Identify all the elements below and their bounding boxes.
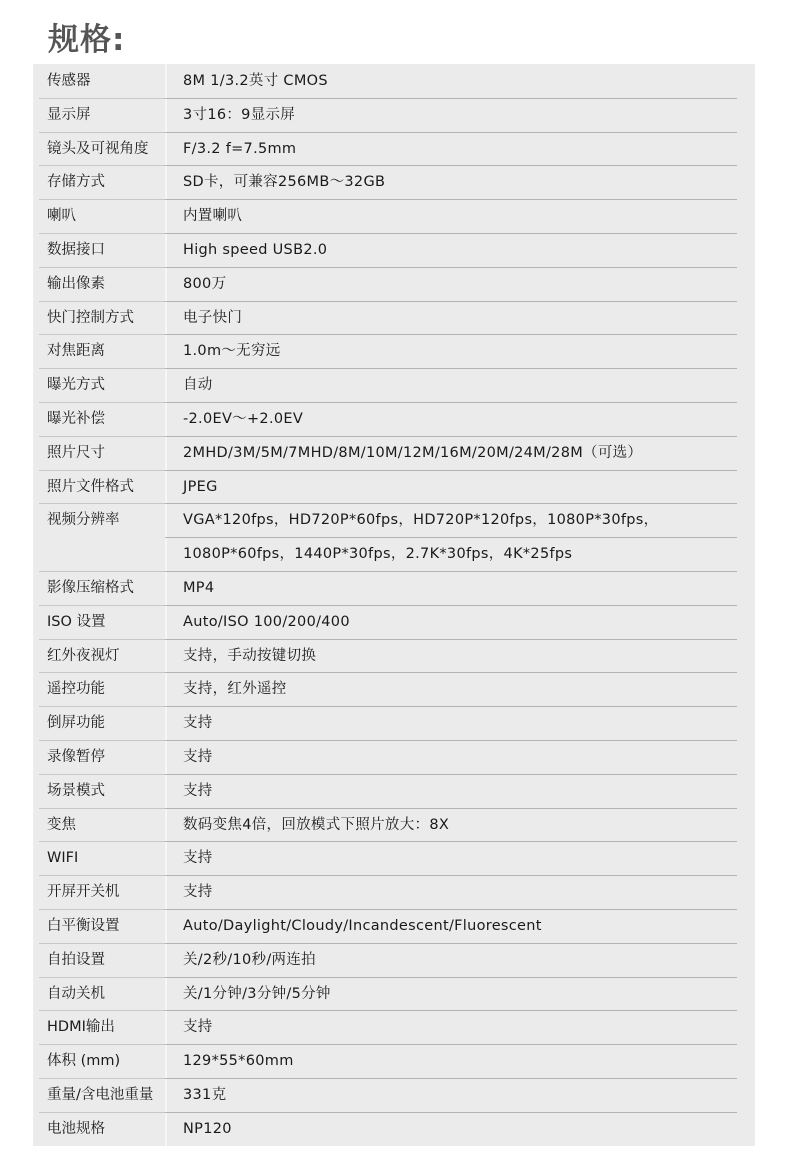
spec-row (33, 537, 755, 571)
spec-value: 数码变焦4倍，回放模式下照片放大：8X (183, 816, 450, 833)
spec-value: 2MHD/3M/5M/7MHD/8M/10M/12M/16M/20M/24M/28M（可选） (183, 444, 643, 461)
spec-value: 800万 (183, 275, 227, 292)
spec-value: JPEG (183, 478, 218, 495)
spec-label: 重量/含电池重量 (47, 1087, 154, 1103)
spec-row (33, 64, 755, 98)
spec-value: Auto/ISO 100/200/400 (183, 613, 350, 630)
spec-row (33, 639, 755, 673)
spec-value: -2.0EV～+2.0EV (183, 411, 304, 427)
spec-value: 支持 (183, 782, 213, 799)
spec-row (33, 1044, 755, 1078)
spec-label: 红外夜视灯 (47, 647, 120, 664)
spec-label: 喇叭 (47, 208, 76, 225)
spec-row (33, 1078, 755, 1112)
spec-label: 视频分辨率 (47, 512, 120, 529)
spec-label: 录像暂停 (47, 749, 105, 765)
spec-value: 331克 (183, 1087, 227, 1103)
spec-label: 对焦距离 (47, 343, 105, 360)
spec-label: 快门控制方式 (47, 309, 134, 326)
spec-value: 支持 (183, 1019, 213, 1036)
spec-row (33, 233, 755, 267)
spec-label: 变焦 (47, 816, 76, 833)
spec-label: 自动关机 (47, 985, 105, 1002)
spec-row (33, 571, 755, 605)
spec-value: 自动 (183, 377, 213, 394)
spec-label: 白平衡设置 (47, 918, 120, 934)
spec-value: 8M 1/3.2英寸 CMOS (183, 73, 328, 89)
spec-value: 3寸16：9显示屏 (183, 106, 296, 123)
spec-value: 129*55*60mm (183, 1053, 294, 1070)
spec-row (33, 1010, 755, 1044)
spec-row (33, 267, 755, 301)
spec-label: 曝光补偿 (47, 411, 105, 427)
spec-value: 支持，手动按键切换 (183, 647, 317, 664)
spec-label: WIFI (47, 850, 79, 867)
spec-row (33, 199, 755, 233)
spec-value: F/3.2 f=7.5mm (183, 140, 297, 157)
spec-value: 支持 (183, 850, 213, 867)
spec-row (33, 909, 755, 943)
spec-label: 影像压缩格式 (47, 580, 134, 596)
spec-row (33, 672, 755, 706)
spec-value: High speed USB2.0 (183, 242, 328, 258)
spec-row (33, 436, 755, 470)
spec-label: 传感器 (47, 73, 91, 89)
spec-label: 遥控功能 (47, 681, 105, 698)
spec-row (33, 706, 755, 740)
spec-row (33, 943, 755, 977)
spec-row (33, 605, 755, 639)
spec-row (33, 808, 755, 842)
spec-row (33, 98, 755, 132)
spec-value: 关/1分钟/3分钟/5分钟 (183, 985, 331, 1002)
spec-label: ISO 设置 (47, 613, 106, 630)
spec-row (33, 470, 755, 504)
spec-row (33, 334, 755, 368)
spec-row (33, 841, 755, 875)
spec-table (33, 64, 755, 1146)
spec-label: 场景模式 (47, 782, 105, 799)
spec-value: 支持，红外遥控 (183, 681, 287, 698)
spec-row (33, 875, 755, 909)
spec-label: HDMI输出 (47, 1019, 115, 1036)
spec-row (33, 740, 755, 774)
spec-value: SD卡，可兼容256MB～32GB (183, 174, 386, 191)
spec-value: 关/2秒/10秒/两连拍 (183, 951, 316, 968)
spec-label: 电池规格 (47, 1120, 105, 1137)
spec-row (33, 1112, 755, 1146)
spec-value: VGA*120fps，HD720P*60fps，HD720P*120fps，1080P*30fps， (183, 512, 659, 529)
spec-row (33, 774, 755, 808)
spec-value: 支持 (183, 715, 213, 732)
spec-value: MP4 (183, 580, 215, 596)
spec-label: 照片文件格式 (47, 478, 134, 495)
spec-label: 开屏开关机 (47, 884, 120, 901)
spec-row (33, 301, 755, 335)
spec-row (33, 165, 755, 199)
spec-label: 倒屏功能 (47, 715, 105, 732)
spec-value: 内置喇叭 (183, 208, 243, 225)
spec-row (33, 402, 755, 436)
page-title: 规格: (48, 22, 126, 58)
spec-value: NP120 (183, 1120, 232, 1137)
spec-label: 曝光方式 (47, 377, 105, 394)
spec-row (33, 132, 755, 166)
spec-label: 自拍设置 (47, 951, 105, 968)
spec-row (33, 503, 755, 537)
spec-value: 电子快门 (183, 309, 243, 326)
spec-label: 数据接口 (47, 242, 105, 258)
spec-label: 输出像素 (47, 275, 105, 292)
spec-value: 1080P*60fps，1440P*30fps，2.7K*30fps，4K*25fps (183, 546, 573, 563)
spec-label: 存储方式 (47, 174, 105, 191)
spec-label: 显示屏 (47, 106, 91, 123)
spec-row (33, 977, 755, 1011)
spec-value: 1.0m～无穷远 (183, 343, 281, 360)
spec-value: 支持 (183, 884, 213, 901)
spec-label: 体积 (mm) (47, 1053, 121, 1070)
spec-value: 支持 (183, 749, 213, 765)
spec-label: 镜头及可视角度 (47, 140, 149, 157)
spec-value: Auto/Daylight/Cloudy/Incandescent/Fluorescent (183, 918, 542, 934)
spec-row (33, 368, 755, 402)
spec-label: 照片尺寸 (47, 444, 105, 461)
